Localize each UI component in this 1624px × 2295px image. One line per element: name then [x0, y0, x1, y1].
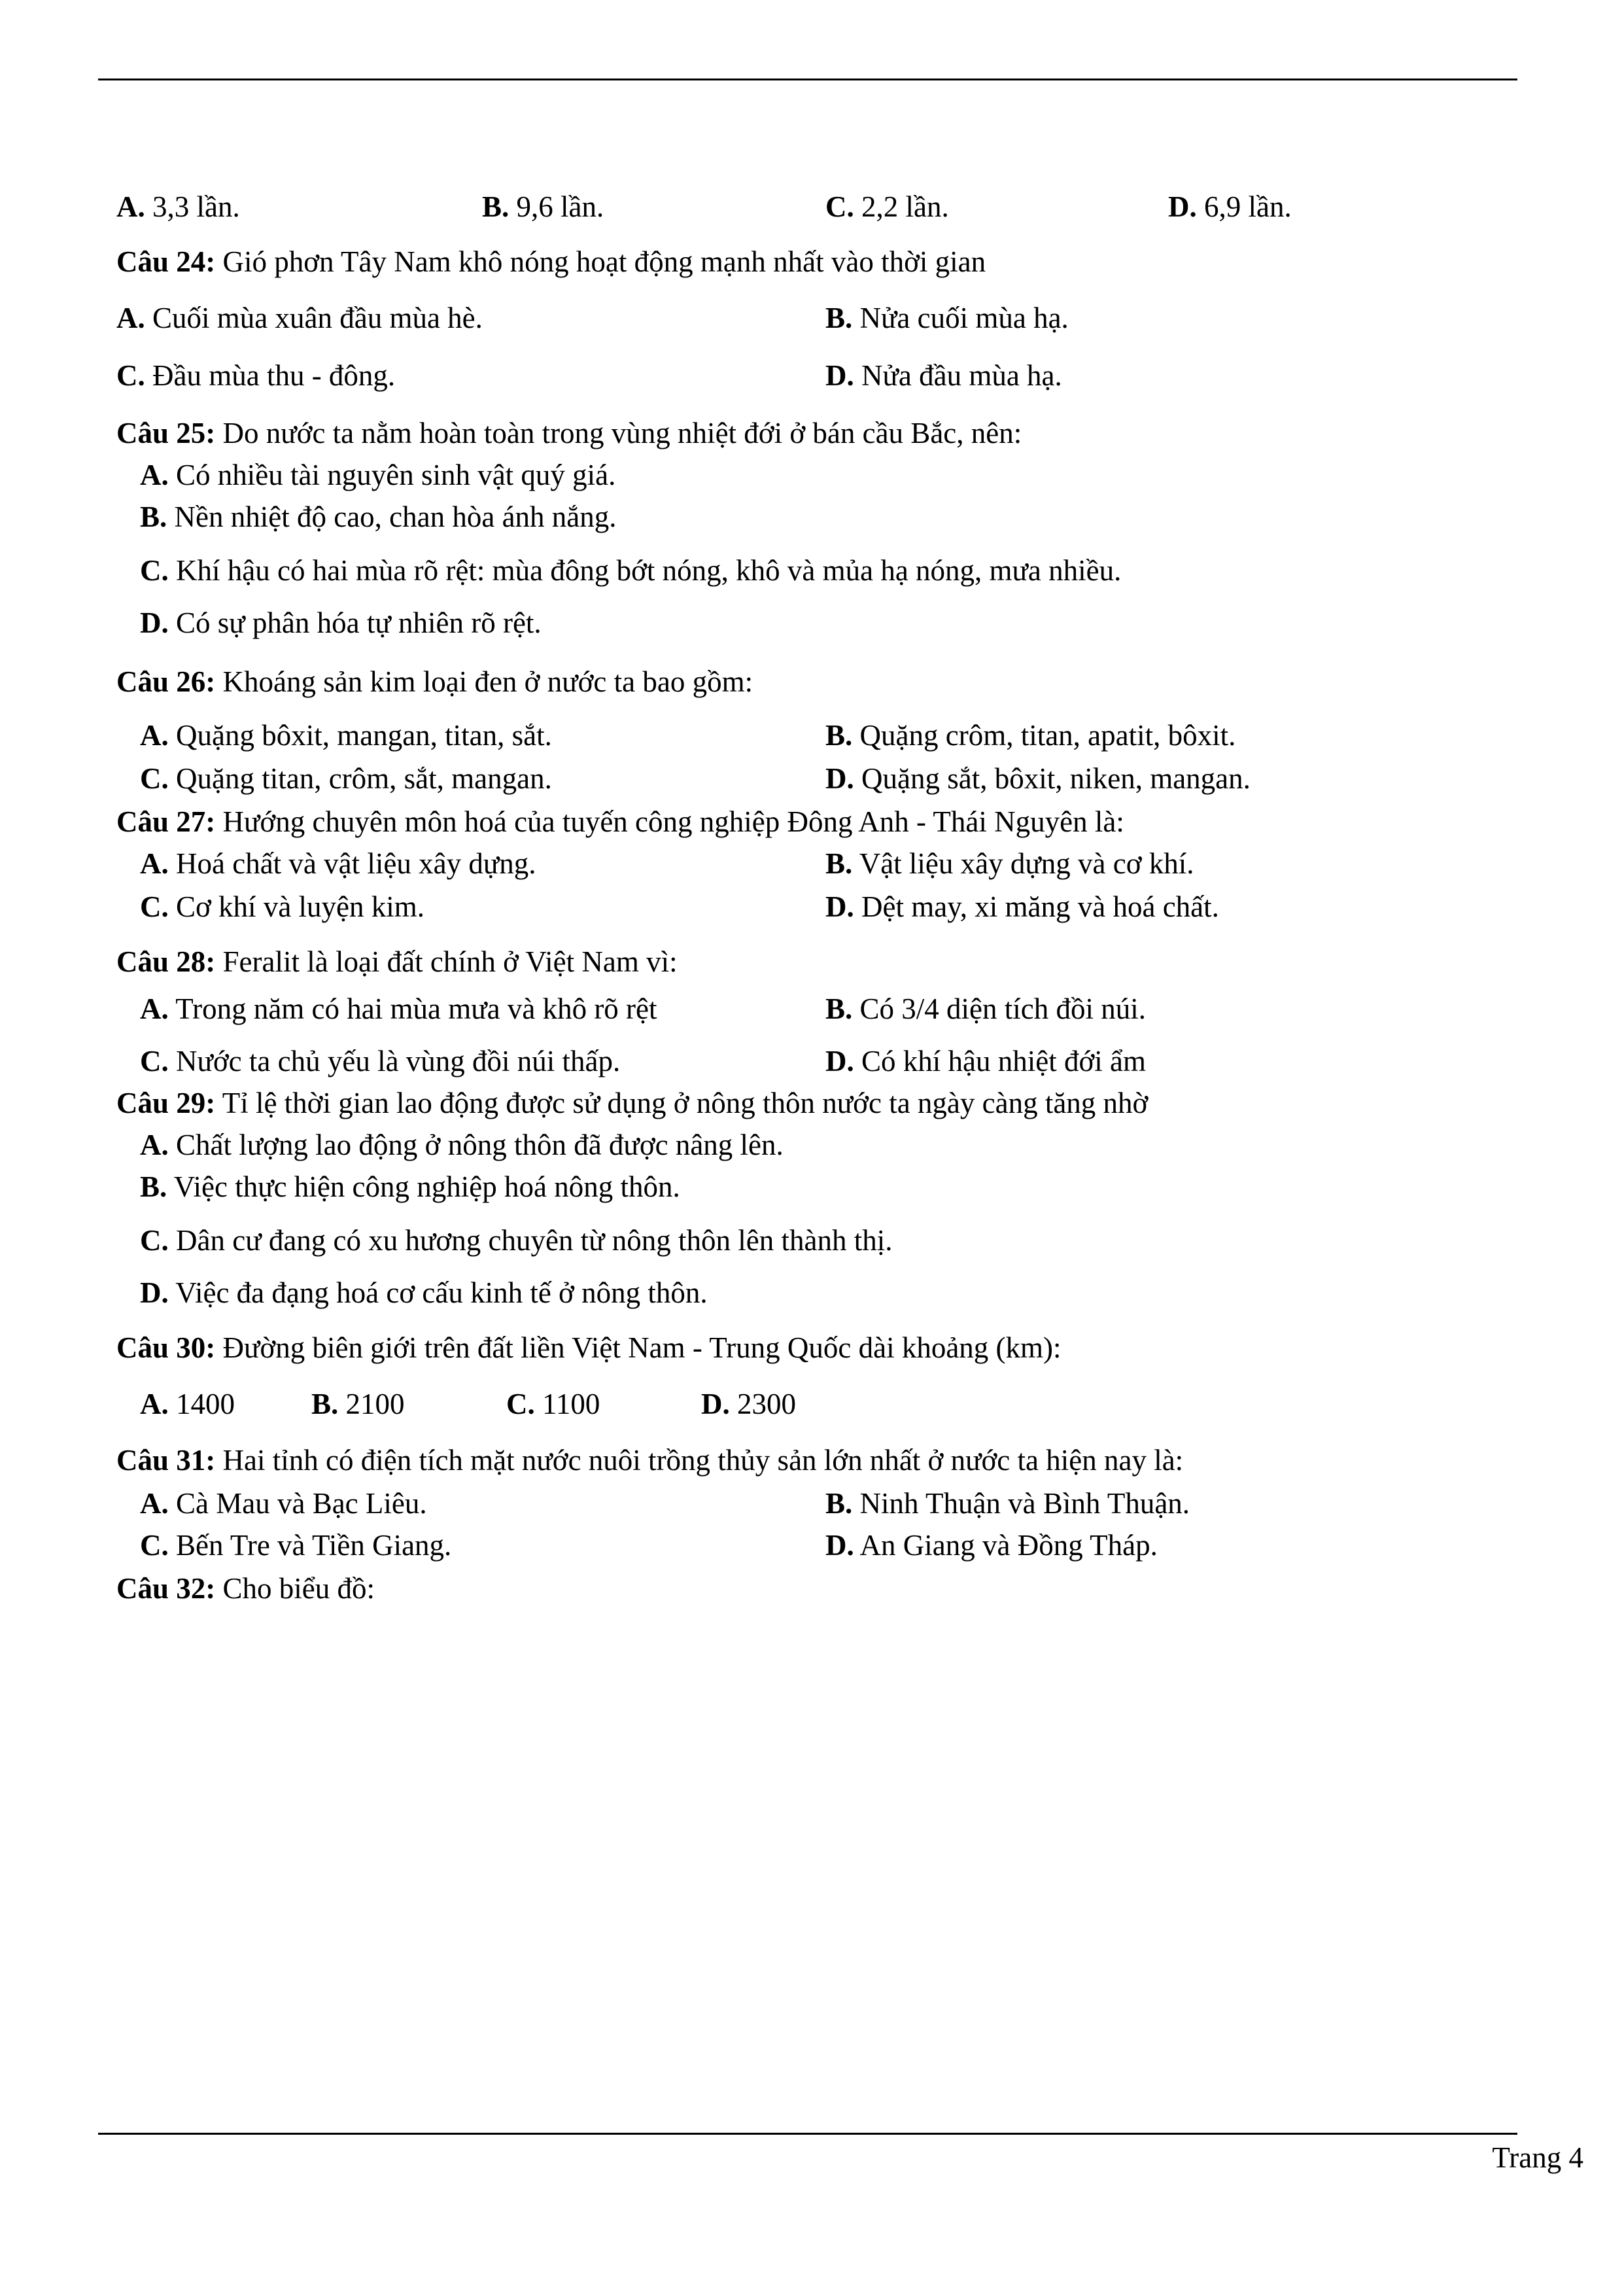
q29-option-d: D. Việc đa đạng hoá cơ cấu kinh tế ở nông thôn. [140, 1276, 708, 1309]
q24-option-b: B. Nửa cuối mùa hạ. [825, 302, 1069, 334]
option-letter: C. [825, 190, 854, 223]
question-text: Gió phơn Tây Nam khô nóng hoạt động mạnh nhất vào thời gian [222, 245, 986, 278]
q25-option-a: A. Có nhiều tài nguyên sinh vật quý giá. [140, 459, 616, 491]
question-24 [116, 242, 986, 281]
q28-option-d: D. Có khí hậu nhiệt đới ẩm [825, 1045, 1146, 1077]
option-letter: D. [1168, 190, 1197, 223]
question-28: Câu 28: Feralit là loại đất chính ở Việt Nam vì: [116, 945, 678, 978]
q24-option-d: D. Nửa đầu mùa hạ. [825, 359, 1062, 392]
header-rule [98, 79, 1517, 80]
q27-option-a: A. Hoá chất và vật liệu xây dựng. [140, 847, 536, 880]
q28-option-c: C. Nước ta chủ yếu là vùng đồi núi thấp. [140, 1045, 621, 1077]
q31-option-c: C. Bến Tre và Tiền Giang. [140, 1529, 452, 1562]
q26-option-d: D. Quặng sắt, bôxit, niken, mangan. [825, 762, 1251, 795]
question-27: Câu 27: Hướng chuyên môn hoá của tuyến công nghiệp Đông Anh - Thái Nguyên là: [116, 805, 1124, 838]
q31-option-a: A. Cà Mau và Bạc Liêu. [140, 1487, 427, 1520]
q29-option-b: B. Việc thực hiện công nghiệp hoá nông thôn. [140, 1170, 680, 1203]
q28-option-b: B. Có 3/4 diện tích đồi núi. [825, 992, 1146, 1025]
prev-option-a [116, 187, 240, 226]
question-31: Câu 31: Hai tỉnh có điện tích mặt nước nuôi trồng thủy sản lớn nhất ở nước ta hiện nay là: [116, 1444, 1184, 1477]
q26-option-c: C. Quặng titan, crôm, sắt, mangan. [140, 762, 552, 795]
option-text: 2,2 lần. [861, 190, 949, 223]
q31-option-d: D. An Giang và Đồng Tháp. [825, 1529, 1158, 1562]
q28-option-a: A. Trong năm có hai mùa mưa và khô rõ rệt [140, 992, 657, 1025]
q25-option-c: C. Khí hậu có hai mùa rõ rệt: mùa đông bớt nóng, khô và mủa hạ nóng, mưa nhiều. [140, 554, 1122, 587]
q30-option-a: A. 1400 [140, 1388, 235, 1420]
q27-option-b: B. Vật liệu xây dựng và cơ khí. [825, 847, 1194, 880]
q30-option-c: C. 1100 [506, 1388, 600, 1420]
prev-option-c [825, 187, 949, 226]
option-letter: B. [482, 190, 510, 223]
q24-option-a: A. Cuối mùa xuân đầu mùa hè. [116, 302, 483, 334]
q25-option-b: B. Nền nhiệt độ cao, chan hòa ánh nắng. [140, 500, 617, 533]
q24-option-c: C. Đầu mùa thu - đông. [116, 359, 396, 392]
q30-option-d: D. 2300 [701, 1388, 796, 1420]
q31-option-b: B. Ninh Thuận và Bình Thuận. [825, 1487, 1190, 1520]
option-text: 9,6 lần. [516, 190, 604, 223]
question-30: Câu 30: Đường biên giới trên đất liền Việt Nam - Trung Quốc dài khoảng (km): [116, 1331, 1062, 1364]
q27-option-d: D. Dệt may, xi măng và hoá chất. [825, 890, 1219, 923]
q29-option-c: C. Dân cư đang có xu hương chuyên từ nông thôn lên thành thị. [140, 1224, 893, 1257]
question-25: Câu 25: Do nước ta nằm hoàn toàn trong vùng nhiệt đới ở bán cầu Bắc, nên: [116, 417, 1022, 449]
prev-option-b [482, 187, 604, 226]
footer-rule [98, 2133, 1517, 2135]
q30-option-b: B. 2100 [311, 1388, 405, 1420]
q26-option-b: B. Quặng crôm, titan, apatit, bôxit. [825, 719, 1236, 752]
q26-option-a: A. Quặng bôxit, mangan, titan, sắt. [140, 719, 552, 752]
q29-option-a: A. Chất lượng lao động ở nông thôn đã được nâng lên. [140, 1129, 784, 1161]
question-label: Câu 24: [116, 245, 216, 278]
page-number: Trang 4 [1492, 2141, 1583, 2174]
q25-option-d: D. Có sự phân hóa tự nhiên rõ rệt. [140, 606, 542, 639]
question-32: Câu 32: Cho biểu đồ: [116, 1572, 375, 1605]
question-26: Câu 26: Khoáng sản kim loại đen ở nước ta bao gồm: [116, 665, 753, 698]
q27-option-c: C. Cơ khí và luyện kim. [140, 890, 425, 923]
question-29: Câu 29: Tỉ lệ thời gian lao động được sử dụng ở nông thôn nước ta ngày càng tăng nhờ [116, 1087, 1149, 1119]
option-text: 6,9 lần. [1204, 190, 1292, 223]
option-letter: A. [116, 190, 145, 223]
prev-option-d [1168, 187, 1292, 226]
option-text: 3,3 lần. [152, 190, 240, 223]
